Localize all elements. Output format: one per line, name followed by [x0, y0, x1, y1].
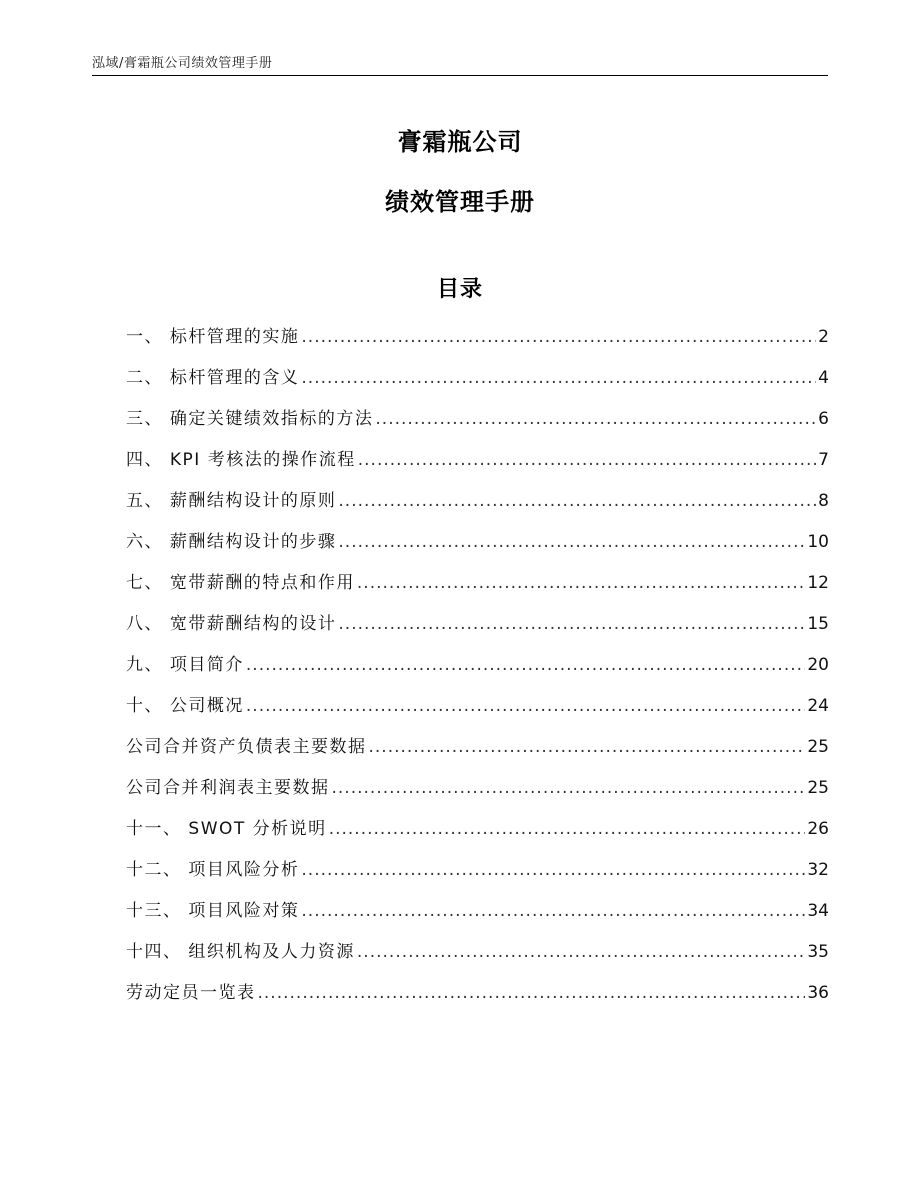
- dot-leader: [357, 567, 805, 599]
- dot-leader: [329, 813, 806, 845]
- toc-entry-label: 二、 标杆管理的含义: [126, 368, 300, 388]
- document-title: 绩效管理手册: [385, 188, 535, 216]
- header-rule: [92, 75, 828, 76]
- toc-entry-page: 10: [807, 532, 829, 552]
- toc-entry[interactable]: [126, 731, 829, 772]
- toc-entry[interactable]: [126, 403, 829, 444]
- dot-leader: [246, 649, 805, 681]
- toc-entry[interactable]: [126, 977, 829, 1018]
- toc-entry-page: 4: [818, 368, 829, 388]
- toc-entry[interactable]: [126, 444, 829, 485]
- dot-leader: [301, 895, 805, 927]
- toc-entry[interactable]: [126, 526, 829, 567]
- toc-entry[interactable]: [126, 485, 829, 526]
- toc-entry[interactable]: [126, 936, 829, 977]
- toc-entry-page: 6: [818, 409, 829, 429]
- running-header: 泓域/膏霜瓶公司绩效管理手册: [92, 56, 273, 71]
- toc-entry-label: 七、 宽带薪酬的特点和作用: [126, 573, 355, 593]
- toc-entry-label: 十三、 项目风险对策: [126, 901, 300, 921]
- dot-leader: [338, 526, 805, 558]
- toc-entry-page: 34: [807, 901, 829, 921]
- dot-leader: [246, 690, 805, 722]
- toc-entry-page: 35: [807, 942, 829, 962]
- toc-entry-label: 十二、 项目风险分析: [126, 860, 300, 880]
- dot-leader: [332, 772, 806, 804]
- toc-entry-page: 24: [807, 696, 829, 716]
- dot-leader: [369, 731, 806, 763]
- toc-entry-label: 一、 标杆管理的实施: [126, 327, 300, 347]
- toc-entry-label: 五、 薪酬结构设计的原则: [126, 491, 337, 511]
- toc-entry-page: 20: [807, 655, 829, 675]
- dot-leader: [301, 321, 816, 353]
- dot-leader: [375, 403, 816, 435]
- toc-entry[interactable]: [126, 772, 829, 813]
- toc-entry-page: 15: [807, 614, 829, 634]
- table-of-contents: [126, 321, 829, 1018]
- dot-leader: [358, 444, 816, 476]
- dot-leader: [258, 977, 806, 1009]
- toc-entry-page: 32: [807, 860, 829, 880]
- toc-entry-label: 十、 公司概况: [126, 696, 244, 716]
- toc-entry-label: 劳动定员一览表: [126, 983, 256, 1003]
- toc-entry-label: 四、 KPI 考核法的操作流程: [126, 450, 356, 470]
- toc-entry-label: 十一、 SWOT 分析说明: [126, 819, 327, 839]
- toc-entry[interactable]: [126, 608, 829, 649]
- toc-entry[interactable]: [126, 813, 829, 854]
- toc-entry-page: 2: [818, 327, 829, 347]
- toc-entry[interactable]: [126, 567, 829, 608]
- toc-entry-page: 8: [818, 491, 829, 511]
- company-title: 膏霜瓶公司: [397, 128, 523, 156]
- toc-entry[interactable]: [126, 895, 829, 936]
- toc-entry[interactable]: [126, 690, 829, 731]
- toc-entry-label: 八、 宽带薪酬结构的设计: [126, 614, 337, 634]
- toc-entry-page: 12: [807, 573, 829, 593]
- dot-leader: [301, 362, 816, 394]
- toc-entry-page: 25: [807, 737, 829, 757]
- toc-entry-label: 九、 项目简介: [126, 655, 244, 675]
- toc-entry-label: 六、 薪酬结构设计的步骤: [126, 532, 337, 552]
- toc-entry-label: 十四、 组织机构及人力资源: [126, 942, 355, 962]
- toc-entry-label: 公司合并资产负债表主要数据: [126, 737, 367, 757]
- toc-entry[interactable]: [126, 362, 829, 403]
- toc-entry[interactable]: [126, 854, 829, 895]
- toc-heading: 目录: [436, 277, 483, 302]
- dot-leader: [357, 936, 805, 968]
- dot-leader: [301, 854, 805, 886]
- toc-entry-page: 25: [807, 778, 829, 798]
- toc-entry-page: 36: [807, 983, 829, 1003]
- toc-entry-page: 26: [807, 819, 829, 839]
- toc-entry[interactable]: [126, 321, 829, 362]
- toc-entry-page: 7: [818, 450, 829, 470]
- dot-leader: [338, 608, 805, 640]
- toc-entry-label: 三、 确定关键绩效指标的方法: [126, 409, 374, 429]
- dot-leader: [338, 485, 816, 517]
- toc-entry-label: 公司合并利润表主要数据: [126, 778, 330, 798]
- toc-entry[interactable]: [126, 649, 829, 690]
